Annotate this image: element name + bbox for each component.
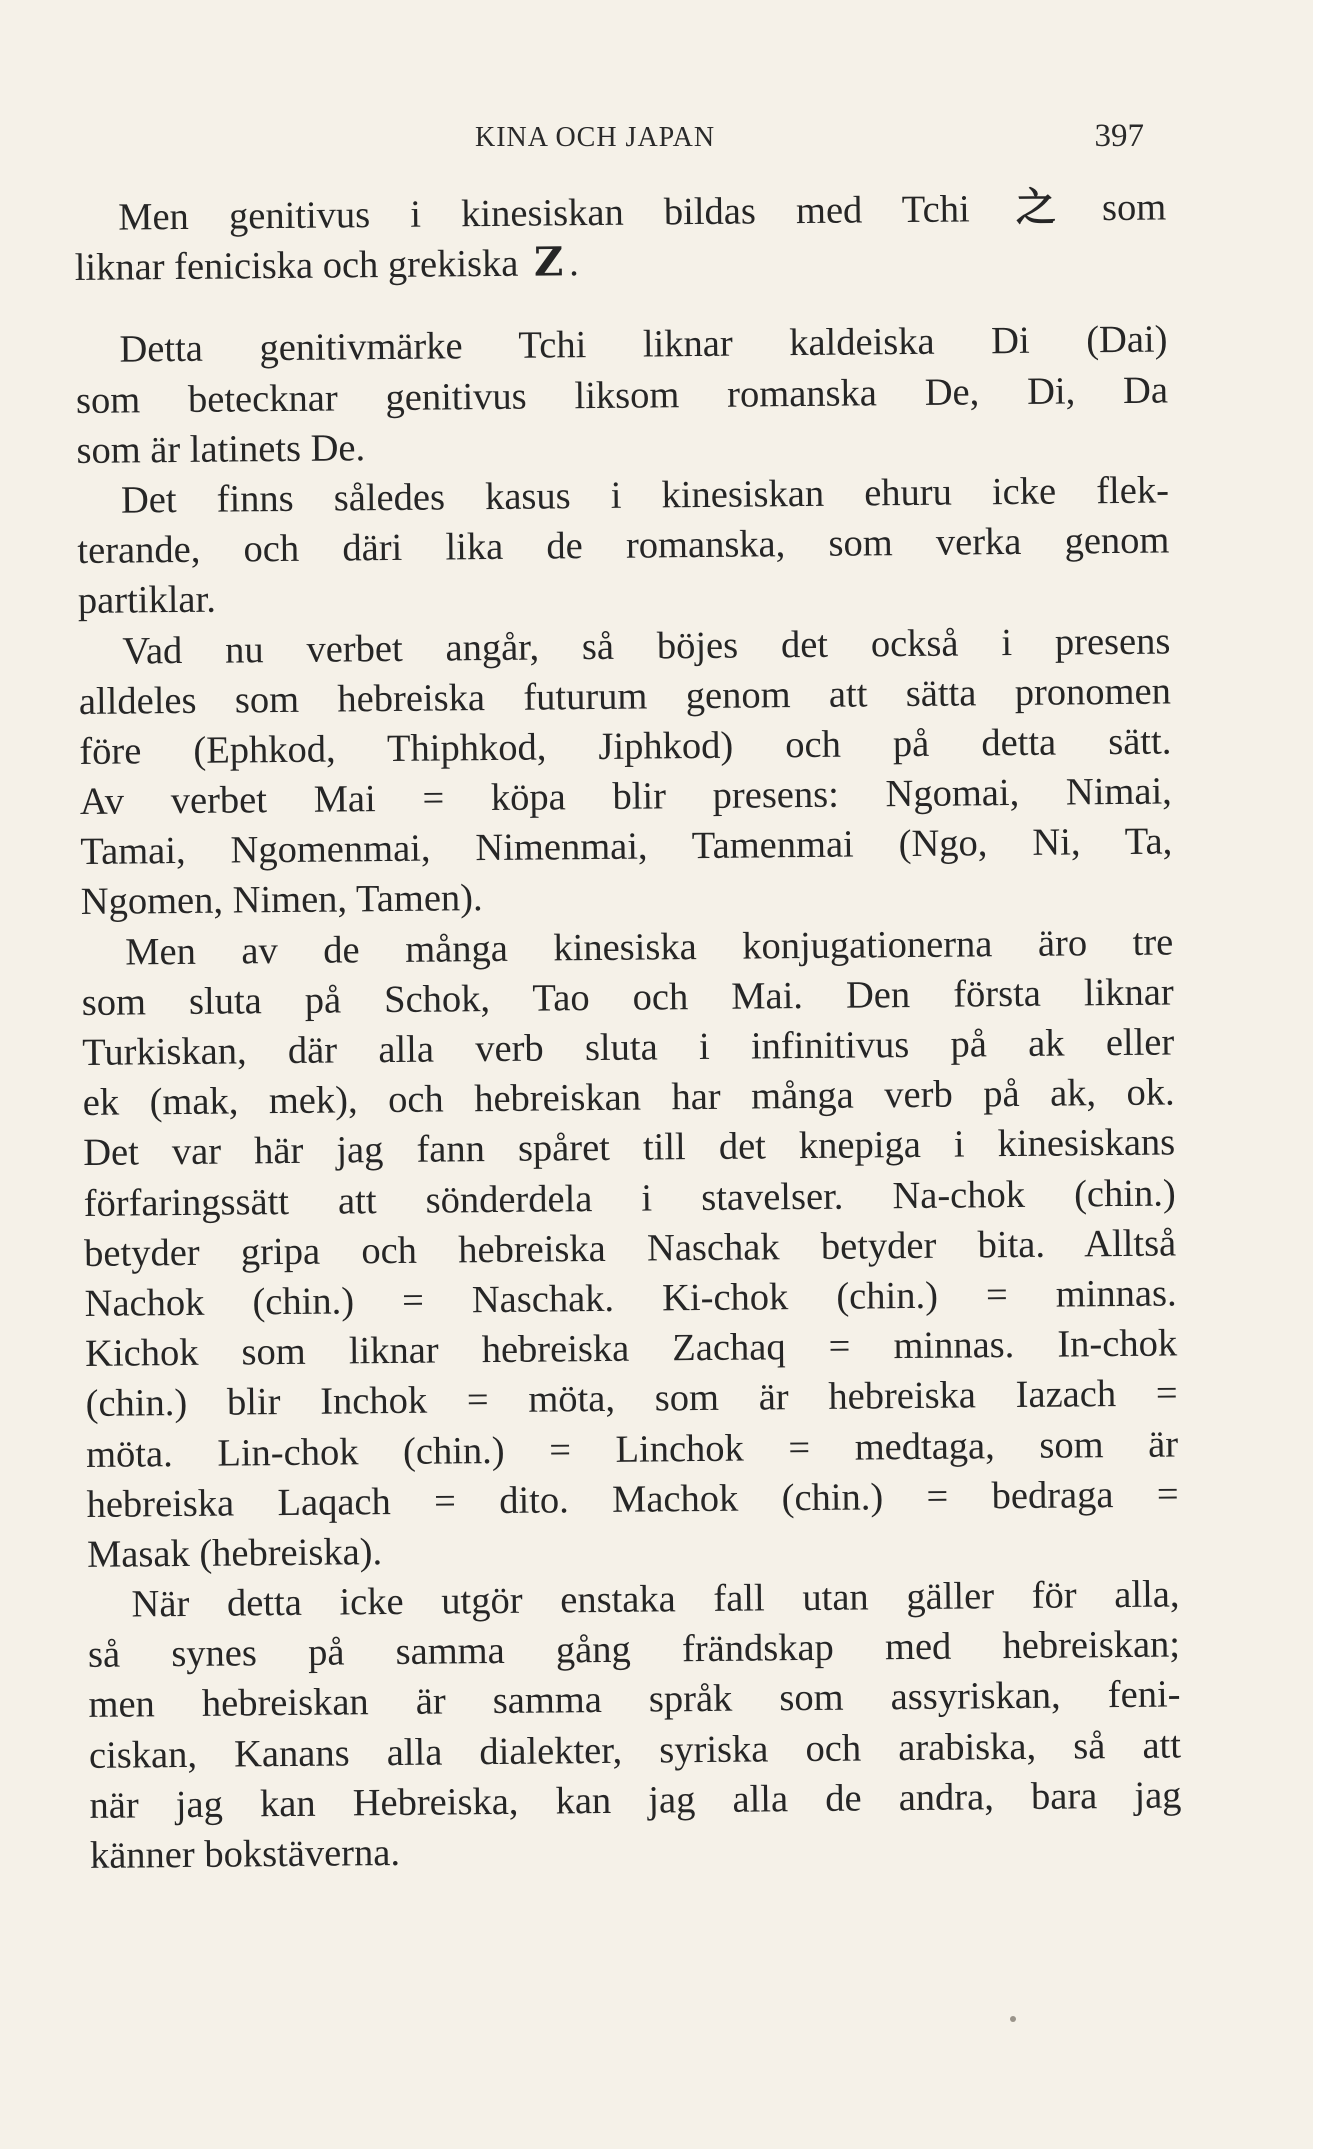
scan-margin [1313, 0, 1327, 2149]
text-line: så synes på samma gång frändskap med hebreiskan; [87, 1623, 1181, 1677]
text-line: möta. Lin-chok (chin.) = Linchok = medtaga, som är [85, 1422, 1179, 1476]
page-header [74, 118, 1144, 158]
text-line: förfaringssätt att sönderdela i stavelser. Na-chok (chin.) [83, 1172, 1176, 1225]
text-line: Masak (hebreiska). [86, 1530, 383, 1576]
text-span: . [568, 242, 580, 285]
text-line: hebreiska Laqach = dito. Machok (chin.) = bedraga = [86, 1473, 1179, 1526]
text-line: Tamai, Ngomenmai, Nimenmai, Tamenmai (Ngo, Ni, Ta, [80, 820, 1173, 874]
text-line: Vad nu verbet angår, så böjes det också i presens [122, 619, 1171, 673]
greek-letter-glyph: Z [533, 238, 564, 286]
text-line: Det var här jag fann spåret till det knepiga i kinesiskans [83, 1121, 1176, 1175]
paragraph [87, 1570, 1182, 1882]
text-line: Nachok (chin.) = Naschak. Ki-chok (chin.) = minnas. [84, 1272, 1177, 1325]
text-line: ciskan, Kanans alla dialekter, syriska och arabiska, så att [88, 1724, 1182, 1777]
text-line: före (Ephkod, Thiphkod, Jiphkod) och på detta sätt. [79, 720, 1172, 773]
paragraph [77, 465, 1170, 626]
text-line: som betecknar genitivus liksom romanska De, Di, Da [75, 369, 1169, 422]
paragraph [78, 616, 1173, 928]
text-line: som sluta på Schok, Tao och Mai. Den första liknar [81, 971, 1174, 1024]
text-span: som [1101, 186, 1167, 230]
text-line: som är latinets De. [76, 426, 366, 472]
text-line: Detta genitivmärke Tchi liknar kaldeiska Di (Dai) [119, 318, 1168, 371]
text-line: Kichok som liknar hebreiska Zachaq = minnas. In-chok [84, 1322, 1178, 1376]
text-line: (chin.) blir Inchok = möta, som är hebreiska Iazach = [85, 1372, 1178, 1426]
page-number: 397 [1094, 118, 1144, 154]
paragraph [81, 917, 1179, 1580]
text-line: alldeles som hebreiska futurum genom att sätta pronomen [78, 670, 1172, 723]
text-span: Men genitivus i kinesiskan bildas med Tchi [118, 188, 970, 239]
text-line: Men av de många kinesiska konjugationerna äro tre [125, 921, 1174, 974]
text-line: Av verbet Mai = köpa blir presens: Ngomai, Nimai, [79, 770, 1173, 824]
paragraph [75, 315, 1168, 476]
text-line: terande, och däri lika de romanska, som verka genom [77, 519, 1170, 573]
text-line: ek (mak, mek), och hebreiskan har många verb på ak, ok. [82, 1071, 1175, 1125]
text-line: Det finns således kasus i kinesiskan ehuru icke flek- [120, 469, 1170, 522]
text-line: partiklar. [77, 578, 217, 623]
paragraph [74, 182, 1167, 293]
text-span: liknar feniciska och grekiska [74, 242, 519, 290]
text-line: Ngomen, Nimen, Tamen). [80, 877, 483, 924]
text-line: Turkiskan, där alla verb sluta i infinitivus på ak eller [82, 1021, 1175, 1074]
text-line: känner bokstäverna. [89, 1831, 401, 1877]
ink-speck [1010, 2016, 1016, 2022]
running-head: KINA OCH JAPAN [475, 122, 716, 153]
text-line: betyder gripa och hebreiska Naschak betyder bita. Alltså [83, 1222, 1177, 1275]
body-text [74, 182, 1182, 1882]
text-line [74, 182, 1166, 243]
chinese-character-glyph: 之 [1015, 183, 1057, 231]
text-line: När detta icke utgör enstaka fall utan gäller för alla, [131, 1573, 1180, 1626]
text-line: när jag kan Hebreiska, kan jag alla de andra, bara jag [89, 1774, 1182, 1827]
text-line: men hebreiskan är samma språk som assyriskan, feni- [88, 1673, 1181, 1727]
